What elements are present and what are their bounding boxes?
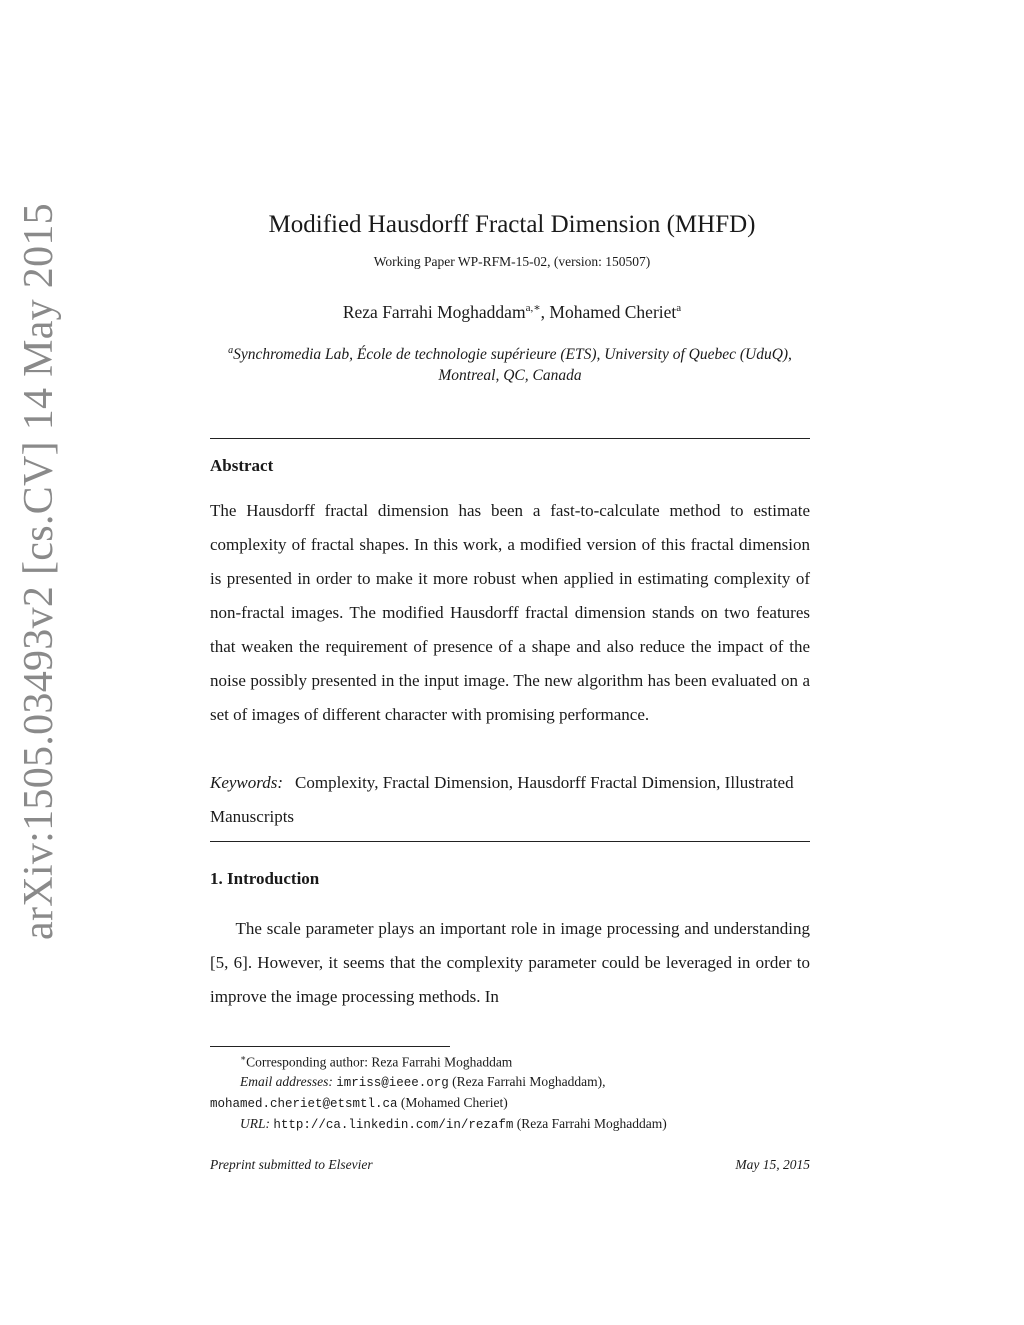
footnote-mark: ∗ bbox=[240, 1053, 247, 1063]
section-heading-introduction: 1. Introduction bbox=[210, 869, 320, 888]
url-label: URL: bbox=[240, 1115, 270, 1131]
email-owner-1: (Reza Farrahi Moghaddam), bbox=[452, 1073, 606, 1089]
email-label: Email addresses: bbox=[240, 1073, 333, 1089]
footnote-emails bbox=[210, 1072, 810, 1093]
email-owner-2: (Mohamed Cheriet) bbox=[400, 1094, 508, 1110]
email-link-1[interactable]: imriss@ieee.org bbox=[336, 1075, 449, 1090]
author-affiliation bbox=[210, 340, 810, 386]
abstract-body: The Hausdorff fractal dimension has been a fast-to-calculate method to estimate complexity of fractal shapes. In this work, a modified version of this fractal dimension is presented in order to make it more robust when applied in estimating complexity of non-fractal images. The modified Hausdorff fractal dimension stands on two features that weaken the requirement of presence of a shape and also reduce the impact of the noise possibly presented in the input image. The new algorithm has been evaluated on a set of images of different character with promising performance. bbox=[210, 501, 810, 724]
corresponding-text: Corresponding author: Reza Farrahi Moghaddam bbox=[246, 1054, 513, 1070]
footer-preprint-note: Preprint submitted to Elsevier bbox=[210, 1157, 373, 1172]
introduction-text: The scale parameter plays an important role in image processing and understanding [5, 6]. However, it seems that the complexity parameter could be leveraged in order to improve the image processing methods. In bbox=[210, 919, 810, 1006]
keywords-text: Complexity, Fractal Dimension, Hausdorff Fractal Dimension, Illustrated Manuscripts bbox=[210, 773, 794, 826]
url-owner: (Reza Farrahi Moghaddam) bbox=[516, 1115, 667, 1131]
author-affiliation-mark: a bbox=[676, 302, 682, 314]
abstract-top-rule bbox=[210, 438, 810, 439]
paper-title: Modified Hausdorff Fractal Dimension (MHFD) bbox=[268, 211, 756, 238]
footnote-rule bbox=[210, 1046, 450, 1047]
affiliation-text: Synchromedia Lab, École de technologie supérieure (ETS), University of Quebec (UduQ), Montreal, QC, Canada bbox=[233, 346, 792, 385]
author-separator: , bbox=[540, 301, 550, 322]
footnote-corresponding bbox=[210, 1049, 810, 1072]
affiliation-mark: a bbox=[228, 345, 234, 356]
author-list bbox=[0, 301, 1024, 323]
arxiv-identifier-stamp: arXiv:1505.03493v2 [cs.CV] 14 May 2015 bbox=[16, 203, 62, 940]
abstract-heading: Abstract bbox=[210, 456, 274, 475]
url-link[interactable]: http://ca.linkedin.com/in/rezafm bbox=[273, 1117, 514, 1132]
abstract-bottom-rule bbox=[210, 841, 810, 842]
paper-subtitle: Working Paper WP-RFM-15-02, (version: 150507) bbox=[373, 254, 651, 269]
author-name: Reza Farrahi Moghaddam bbox=[342, 301, 526, 322]
email-link-2[interactable]: mohamed.cheriet@etsmtl.ca bbox=[210, 1096, 398, 1111]
footnote-email-2 bbox=[210, 1093, 810, 1114]
footer-date: May 15, 2015 bbox=[735, 1157, 810, 1172]
author-name: Mohamed Cheriet bbox=[549, 301, 677, 322]
author-affiliation-mark: a,∗ bbox=[525, 302, 541, 314]
footnotes bbox=[210, 1049, 810, 1135]
keywords-label: Keywords: bbox=[210, 773, 284, 792]
introduction-body bbox=[210, 912, 810, 1014]
keywords bbox=[210, 766, 810, 834]
footnote-url bbox=[210, 1114, 810, 1135]
